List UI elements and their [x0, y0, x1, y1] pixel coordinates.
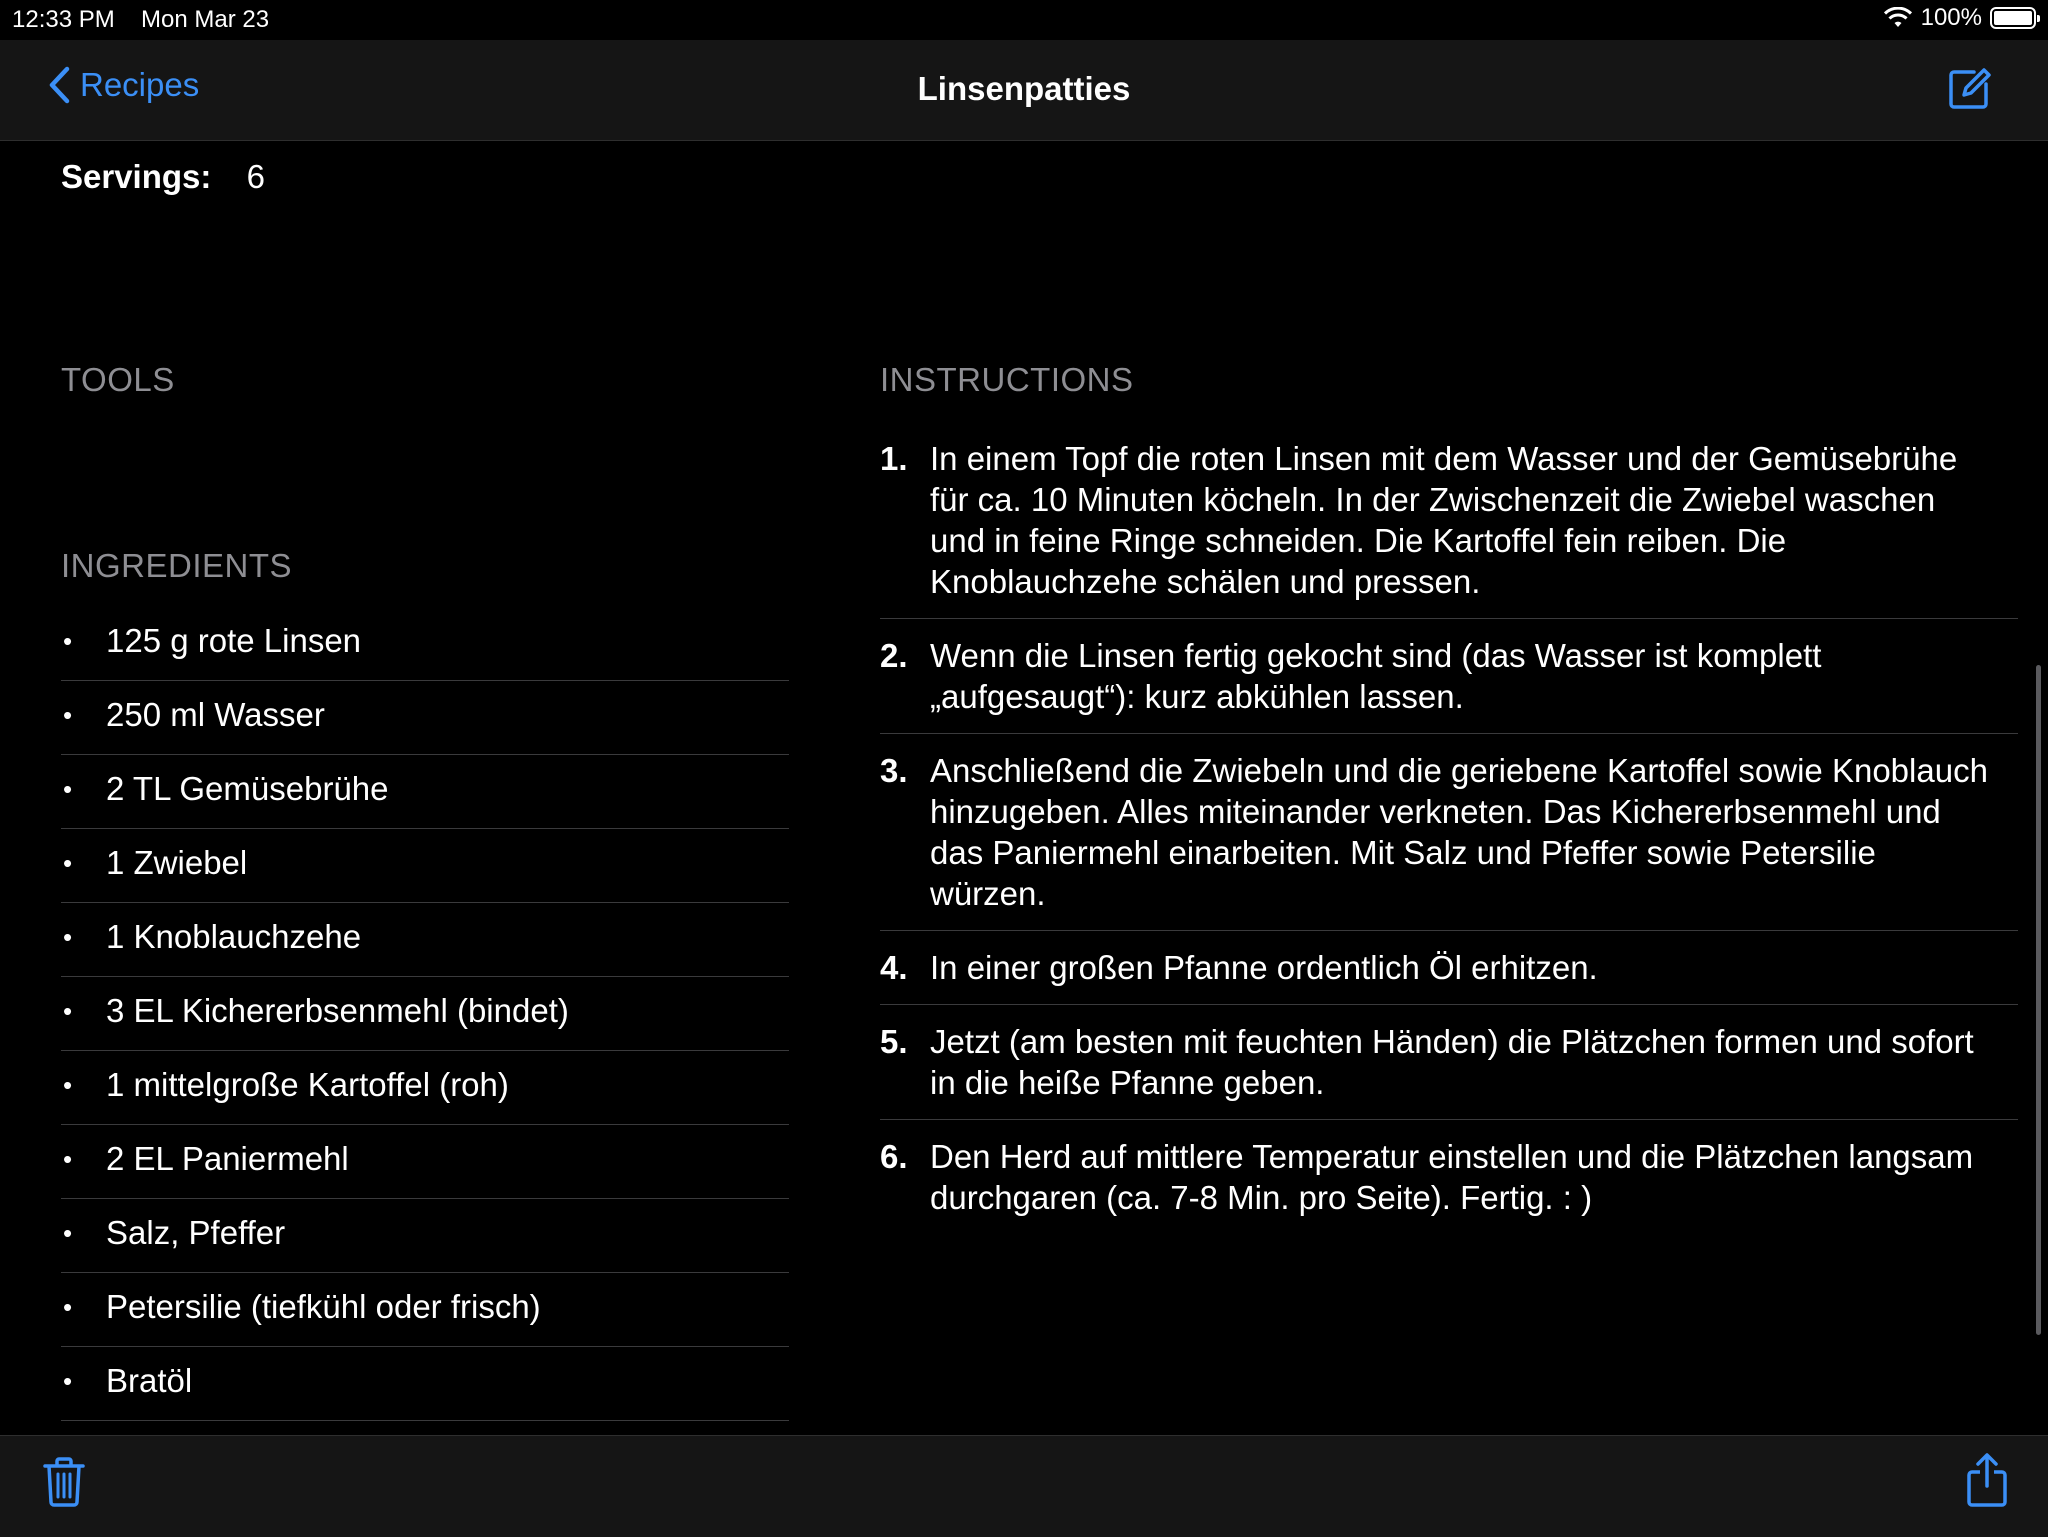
step-number: 4.	[880, 949, 908, 986]
ingredient-item	[61, 830, 789, 903]
instruction-step	[880, 627, 2018, 734]
battery-percent: 100%	[1920, 4, 1982, 31]
step-number: 2.	[880, 637, 908, 674]
step-number: 5.	[880, 1023, 908, 1060]
navigation-bar	[0, 40, 2048, 141]
step-number: 3.	[880, 752, 908, 789]
page-title: Linsenpatties	[917, 70, 1131, 107]
ingredient-item	[61, 1052, 789, 1125]
ingredient-item	[61, 682, 789, 755]
ingredient-text: Salz, Pfeffer	[106, 1214, 286, 1251]
ingredient-text: 250 ml Wasser	[106, 696, 325, 733]
battery-icon	[1990, 7, 2036, 29]
servings	[61, 158, 265, 196]
bullet-icon: •	[63, 1069, 73, 1100]
trash-icon	[42, 1456, 86, 1508]
step-text: In einem Topf die roten Linsen mit dem Wasser und der Gemüsebrühe für ca. 10 Minuten köcheln. In der Zwischenzeit die Zwiebel waschen und in feine Ringe schneiden. Die Kartoffel fein reiben. Die Knoblauchzehe schälen und pressen.	[930, 440, 1958, 600]
status-date: Mon Mar 23	[141, 6, 270, 33]
ingredient-item	[61, 978, 789, 1051]
compose-icon	[1948, 66, 1992, 110]
ingredient-text: 1 Zwiebel	[106, 844, 248, 881]
edit-button[interactable]	[1948, 66, 1992, 115]
ingredient-text: Petersilie (tiefkühl oder frisch)	[106, 1288, 541, 1325]
ingredient-item	[61, 756, 789, 829]
tools-header: TOOLS	[61, 361, 175, 398]
step-number: 1.	[880, 440, 908, 477]
ingredients-header: INGREDIENTS	[61, 547, 293, 584]
ingredient-text: Bratöl	[106, 1362, 193, 1399]
bullet-icon: •	[63, 1291, 73, 1322]
ingredient-text: 3 EL Kichererbsenmehl (bindet)	[106, 992, 569, 1029]
share-button[interactable]	[1966, 1452, 2008, 1513]
step-text: Den Herd auf mittlere Temperatur einstellen und die Plätzchen langsam durchgaren (ca. 7-8 Min. pro Seite). Fertig. : )	[930, 1138, 1974, 1216]
ingredient-item	[61, 1126, 789, 1199]
ingredient-item	[61, 608, 789, 681]
servings-value: 6	[246, 158, 265, 195]
bullet-icon: •	[63, 1217, 73, 1248]
step-text: In einer großen Pfanne ordentlich Öl erhitzen.	[930, 949, 1598, 986]
step-text: Jetzt (am besten mit feuchten Händen) die Plätzchen formen und sofort in die heiße Pfanne geben.	[930, 1023, 1974, 1101]
status-bar	[0, 0, 2048, 40]
wifi-icon	[1883, 7, 1913, 29]
ingredient-text: 125 g rote Linsen	[106, 622, 362, 659]
share-icon	[1966, 1452, 2008, 1508]
step-text: Wenn die Linsen fertig gekocht sind (das Wasser ist komplett „aufgesaugt“): kurz abkühlen lassen.	[930, 637, 1822, 715]
step-text: Anschließend die Zwiebeln und die geriebene Kartoffel sowie Knoblauch hinzugeben. Alles miteinander verkneten. Das Kichererbsenmehl und das Paniermehl einarbeiten. Mit Salz und Pfeffer sowie Petersilie würzen.	[930, 752, 1988, 912]
instruction-step	[880, 430, 2018, 619]
bullet-icon: •	[63, 847, 73, 878]
ingredient-item	[61, 904, 789, 977]
instruction-step	[880, 742, 2018, 931]
ingredients-list	[61, 608, 789, 1422]
bottom-toolbar	[0, 1435, 2048, 1537]
instruction-step	[880, 1013, 2018, 1120]
instructions-list	[880, 430, 2018, 1242]
bullet-icon: •	[63, 921, 73, 952]
ingredient-text: 2 EL Paniermehl	[106, 1140, 349, 1177]
ingredient-text: 1 Knoblauchzehe	[106, 918, 362, 955]
instruction-step	[880, 939, 2018, 1005]
ingredient-text: 1 mittelgroße Kartoffel (roh)	[106, 1066, 509, 1103]
bullet-icon: •	[63, 773, 73, 804]
instructions-header: INSTRUCTIONS	[880, 361, 1134, 398]
scroll-indicator[interactable]	[2036, 665, 2041, 1335]
bullet-icon: •	[63, 1365, 73, 1396]
ingredient-text: 2 TL Gemüsebrühe	[106, 770, 389, 807]
bullet-icon: •	[63, 1143, 73, 1174]
ingredient-item	[61, 1348, 789, 1421]
status-time: 12:33 PM	[12, 6, 115, 33]
servings-label: Servings:	[61, 158, 212, 195]
step-number: 6.	[880, 1138, 908, 1175]
bullet-icon: •	[63, 995, 73, 1026]
instruction-step	[880, 1128, 2018, 1234]
back-button-label: Recipes	[80, 66, 200, 103]
bullet-icon: •	[63, 699, 73, 730]
bullet-icon: •	[63, 625, 73, 656]
status-indicators	[1883, 4, 2036, 32]
ingredient-item	[61, 1200, 789, 1273]
ingredient-item	[61, 1274, 789, 1347]
delete-button[interactable]	[42, 1456, 86, 1513]
